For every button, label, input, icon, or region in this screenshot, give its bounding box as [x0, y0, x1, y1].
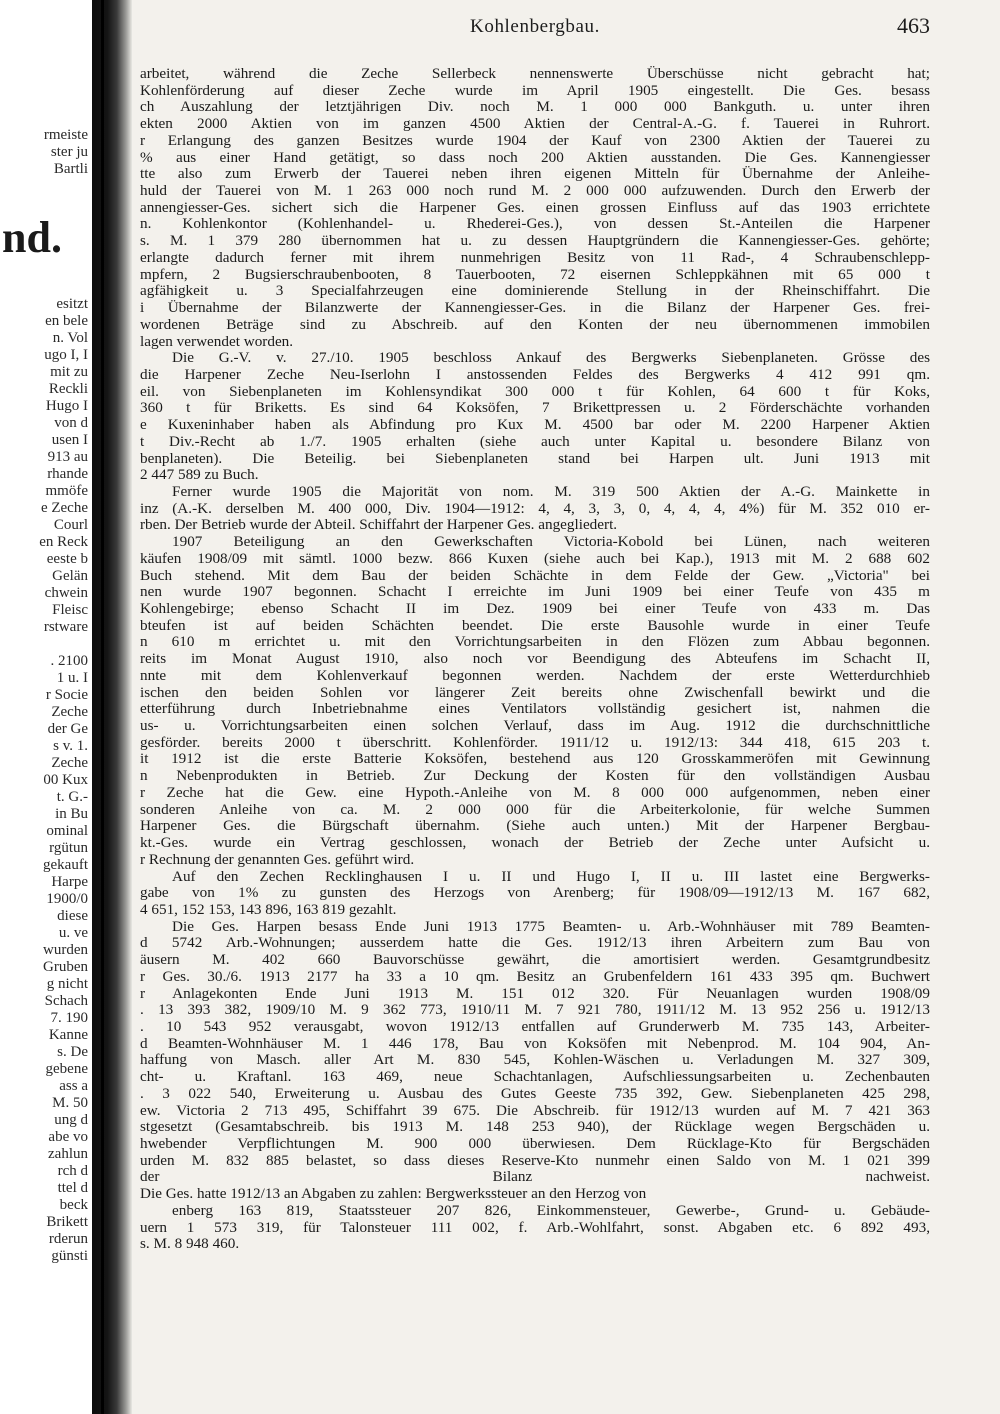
left-page-line: Gelän — [52, 568, 88, 584]
text-line: Ferner wurde 1905 die Majorität von nom. M. 319 500 Aktien der A.-G. Mainkette in — [172, 483, 930, 500]
body-text — [140, 66, 930, 1253]
text-line: n Nebenprodukten in Betrieb. Zur Deckung der Kosten für den vollständigen Ausbau — [140, 768, 930, 785]
text-line: urden M. 832 885 belastet, so dass dieses Reserve-Kto nunmehr einen Saldo von M. 1 021 399 — [140, 1152, 930, 1169]
text-line: mpfern, 2 Bugsierschraubenbooten, 8 Tauerbooten, 72 eisernen Schleppkähnen mit 65 000 t — [140, 266, 930, 283]
text-line: i Übernahme der Bilanzwerte der Kannengiesser-Ges. in die Bilanz der Harpener Ges. frei- — [140, 300, 930, 317]
text-line: Kohlengebirge; ebenso Schacht II im Dez. 1909 bei einer Teufe von 433 m. Das — [140, 601, 930, 617]
text-line: gesförder. bereits 2000 t überschritt. Kohlenförder. 1911/12 u. 1912/13: 344 418, 615 203 t. — [140, 734, 930, 751]
text-line: ch Auszahlung der letztjährigen Div. noch M. 1 000 000 Bankguth. u. unter ihren — [140, 99, 930, 116]
text-line: tte also zum Erwerb der Tauerei neben ihren eigenen Mitteln für Übernahme der Anleihe- — [140, 166, 930, 183]
left-page-line: usen I — [51, 432, 88, 448]
left-page-line: mmöfe — [45, 483, 88, 499]
left-page-line: mit zu — [50, 364, 88, 380]
left-page-line: Zeche — [51, 755, 88, 771]
text-line: 4 651, 152 153, 143 896, 163 819 gezahlt. — [140, 901, 397, 918]
page-header — [140, 13, 930, 46]
text-line: eil. von Siebenplaneten im Kohlensyndikat 300 000 t für Kohlen, 64 600 t für Koks, — [140, 383, 930, 400]
left-page-line: g nicht — [46, 976, 88, 992]
text-line: r Ges. 30./6. 1913 2177 ha 33 a 10 qm. Besitz an Grubenfeldern 161 433 395 qm. Buchwert — [140, 968, 930, 985]
left-page-line: 1900/0 — [46, 891, 88, 907]
text-line: äusern M. 402 660 Bauvorschüsse gewährt, die amortisiert werden. Gesamtgrundbesitz — [140, 952, 930, 969]
left-page-line: rstware — [43, 619, 88, 635]
left-page-line: gebene — [45, 1061, 88, 1077]
text-line: Harpener Ges. die Bürgschaft übernahm. (Siehe auch unten.) Mit der Harpener Bergbau- — [140, 818, 930, 835]
text-line: e Kuxeninhaber haben als Abfindung pro Kux M. 4500 bar oder M. 2200 Harpener Aktien — [140, 417, 930, 434]
left-page-line: M. 50 — [52, 1095, 88, 1111]
left-page-line: 913 au — [47, 449, 88, 465]
text-line: annengiesser-Ges. sichert sich die Harpener Ges. einen grossen Einfluss auf das 1903 errichtete — [140, 199, 930, 216]
left-page-line: der Ge — [47, 721, 88, 737]
text-line: lagen verwendet worden. — [140, 333, 294, 350]
text-line: nen wurde 1907 begonnen. Schacht I erreichte im Juni 1909 bei einer Teufe von 435 m — [140, 584, 930, 601]
left-page-line: u. ve — [58, 925, 88, 941]
left-page-line: Bartli — [53, 161, 88, 177]
text-line: % aus einer Hand getätigt, so dass noch 200 Aktien ausstanden. Die Ges. Kannengiesser — [140, 149, 930, 166]
text-line: die Harpener Zeche Neu-Iserlohn I anstossenden Feldes des Bergwerks 4 412 991 qm. — [140, 366, 930, 383]
left-page-line: gekauft — [43, 857, 88, 873]
text-line: stgesetzt (Gesamtabschreib. bis 1913 M. 148 253 940), der Rücklage wegen Bergschäden u. — [140, 1119, 930, 1136]
text-line: sonderen Anleihe von ca. M. 2 000 000 für die Arbeiterkolonie, für welche Summen — [140, 801, 930, 818]
left-page-line: zahlun — [48, 1146, 88, 1162]
text-line: kt.-Ges. wurde ein Vertrag geschlossen, wonach der Betrieb der Zeche unter Aufsicht u. — [140, 835, 930, 852]
text-line: arbeitet, während die Zeche Sellerbeck nennenswerte Überschüsse nicht gebracht hat; — [140, 66, 930, 82]
text-line: der Bilanz nachweist. — [140, 1169, 930, 1186]
left-page-line: Brikett — [46, 1214, 88, 1230]
text-line: us- u. Vorrichtungsarbeiten einen solchen Verlauf, dass im Aug. 1912 die durchschnittliche — [140, 718, 930, 735]
text-line: nnte mit dem Kohlenverkauf begonnen werden. Nachdem der erste Wetterdurchhieb — [140, 667, 930, 684]
text-line: ew. Victoria 2 713 495, Schiffahrt 39 675. Die Abschreib. für 1912/13 wurden auf M. 7 421 363 — [140, 1102, 930, 1119]
left-page-line: t. G.- — [56, 789, 88, 805]
left-page-line: en Reck — [39, 534, 88, 550]
text-line: Auf den Zechen Recklinghausen I u. II und Hugo I, II u. III lastet eine Bergwerks- — [172, 868, 930, 885]
text-line: erlangte dadurch ferner mit ihrem nunmehrigen Besitz von 11 Rad-, 4 Schraubenschlepp- — [140, 249, 930, 266]
text-line: enberg 163 819, Staatssteuer 207 826, Einkommensteuer, Gewerbe-, Grund- u. Gebäude- — [172, 1202, 930, 1219]
left-page-line: 00 Kux — [43, 772, 88, 788]
text-line: benplaneten). Die Beteilig. bei Siebenplaneten stand bei Harpen ult. Juni 1913 mit — [140, 450, 930, 467]
left-page-line: von d — [54, 415, 88, 431]
left-page-line: e Zeche — [40, 500, 88, 516]
text-line: inz (A.-K. derselben M. 400 000, Div. 1904—1912: 4, 4, 3, 3, 0, 4, 4, 4, 4%) für M. 352 010 er- — [140, 500, 930, 517]
left-page-line: rmeiste — [43, 127, 88, 143]
gutter-edge — [101, 0, 104, 1414]
book-gutter — [92, 0, 132, 1414]
left-page-line: Courl — [53, 517, 88, 533]
text-line: r Rechnung der genannten Ges. geführt wird. — [140, 851, 415, 868]
text-line: ischen den beiden Sohlen vor längerer Zeit bereits ohne Zwischenfall bewirkt und die — [140, 684, 930, 701]
left-page-line: ttel d — [57, 1180, 88, 1196]
text-line: n 610 m errichtet u. mit den Vorrichtungsarbeiten in den Flözen zum Abbau begonnen. — [140, 634, 930, 651]
left-page-line: eeste b — [46, 551, 88, 567]
text-line: . 3 022 540, Erweiterung u. Ausbau des Gutes Geeste 735 392, Gew. Siebenplaneten 425 298, — [140, 1085, 930, 1102]
text-line: it 1912 ist die erste Batterie Koksöfen, bestehend aus 120 Grosskammeröfen mit Gewinnung — [140, 751, 930, 768]
text-line: 360 t für Briketts. Es sind 64 Koksöfen, 7 Brikettpressen u. 2 Förderschächte vorhanden — [140, 400, 930, 417]
text-line: r Erlangung des ganzen Besitzes wurde 1904 der Kauf von 2300 Aktien der Tauerei zu — [140, 132, 930, 149]
text-line: Die Ges. Harpen besass Ende Juni 1913 1775 Beamten- u. Arb.-Wohnhäuser mit 789 Beamten- — [172, 918, 930, 935]
left-page-line: wurden — [43, 942, 88, 958]
text-line: d Beamten-Wohnhäuser M. 1 446 178, Bau von Koksöfen mit Nebenprod. M. 104 904, An- — [140, 1035, 930, 1052]
left-page-line: n. Vol — [52, 330, 88, 346]
left-page-heading: nd. — [2, 213, 62, 262]
left-page-line: Reckli — [48, 381, 88, 397]
text-line: bteufen ist auf beiden Schächten beendet. Die erste Bausohle wurde in einer Teufe — [140, 617, 930, 634]
text-line: käufen 1908/09 mit sämtl. 1000 bezw. 866 Kuxen (siehe auch bei Kap.), 1913 mit M. 2 688 602 — [140, 550, 930, 567]
text-line: Die Ges. hatte 1912/13 an Abgaben zu zahlen: Bergwerkssteuer an den Herzog von — [140, 1186, 647, 1203]
left-page-fragment — [0, 0, 92, 1414]
left-page-line: beck — [59, 1197, 88, 1213]
left-page-line: chwein — [44, 585, 88, 601]
left-page-line: ster ju — [50, 144, 88, 160]
left-page-line: r Socie — [45, 687, 88, 703]
left-page-line: 7. 190 — [50, 1010, 88, 1026]
page-number: 463 — [897, 13, 930, 38]
text-line: . 10 543 952 verausgabt, wovon 1912/13 entfallen auf Grunderwerb M. 735 143, Arbeiter- — [140, 1018, 930, 1035]
left-page-line: ugo I, I — [44, 347, 88, 363]
text-line: r Zeche hat die Gew. eine Hypoth.-Anleihe von M. 8 000 000 aufgenommen, neben einer — [140, 784, 930, 801]
left-page-line: Gruben — [43, 959, 88, 975]
left-page-line: rch d — [57, 1163, 88, 1179]
text-line: reits im Monat August 1910, also noch vor Beendigung des Abteufens im Schacht II, — [140, 651, 930, 668]
text-line: etterführung durch Inbetriebnahme eines Ventilators vollständig gesichert ist, nahmen die — [140, 701, 930, 718]
text-line: huld der Tauerei von M. 1 263 000 noch rund M. 2 000 000 aufzuwenden. Durch den Erwerb der — [140, 183, 930, 200]
text-line: r Anlagekonten Ende Juni 1913 M. 151 012 320. Für Neuanlagen wurden 1908/09 — [140, 985, 930, 1002]
text-line: 1907 Beteiligung an den Gewerkschaften Victoria-Kobold bei Lünen, nach weiteren — [172, 534, 930, 551]
left-page-line: rhande — [47, 466, 88, 482]
left-page-line: rderun — [48, 1231, 88, 1247]
text-line: gabe von 1% zu gunsten des Herzogs von Arenberg; für 1908/09—1912/13 M. 167 682, — [140, 885, 930, 902]
text-line: rben. Der Betrieb wurde der Abteil. Schiffahrt der Harpener Ges. angegliedert. — [140, 517, 618, 534]
text-line: cht- u. Kraftanl. 163 469, neue Schachtanlagen, Aufschliessungsarbeiten u. Zechenbauten — [140, 1069, 930, 1086]
left-page-line: . 2100 — [50, 653, 88, 669]
text-line: d 5742 Arb.-Wohnungen; ausserdem hatte die Ges. 1912/13 ihren Arbeitern zum Bau von — [140, 935, 930, 952]
left-page-line: rgütun — [49, 840, 88, 856]
left-page-line: s v. 1. — [53, 738, 88, 754]
left-page-line: ass a — [59, 1078, 88, 1094]
text-line: . 13 393 382, 1909/10 M. 9 362 773, 1910/11 M. 7 921 780, 1911/12 M. 13 952 256 u. 1912/13 — [140, 1002, 930, 1019]
left-page-line: s. De — [57, 1044, 88, 1060]
left-page-line: Fleisc — [52, 602, 88, 618]
text-line: hwebender Verpflichtungen M. 900 000 überwiesen. Dem Rücklage-Kto für Bergschäden — [140, 1136, 930, 1152]
text-line: n. Kohlenkontor (Kohlenhandel- u. Rhederei-Ges.), von dessen St.-Anteilen die Harpener — [140, 216, 930, 233]
text-line: agfähigkeit u. 3 Specialfahrzeugen eine dominierende Stellung in der Rheinschiffahrt. Die — [140, 283, 930, 300]
left-page-line: diese — [57, 908, 88, 924]
left-page-line: Hugo I — [45, 398, 88, 414]
left-page-line: günsti — [51, 1248, 88, 1264]
text-line: wordenen Beträge sind zu Abschreib. auf den Konten der neu übernommenen immobilen — [140, 316, 930, 333]
text-line: uern 1 573 319, für Talonsteuer 111 002, f. Arb.-Wohlfahrt, sonst. Abgaben etc. 6 892 493, — [140, 1219, 930, 1236]
running-title: Kohlenbergbau. — [470, 16, 600, 37]
text-line: s. M. 8 948 460. — [140, 1236, 240, 1253]
text-line: Buch stehend. Mit dem Bau der beiden Schächte in dem Felde der Gew. „Victoria" bei — [140, 567, 930, 584]
left-page-line: Harpe — [51, 874, 88, 890]
text-line: haffung von Masch. aller Art M. 830 545, Kohlen-Wäschen u. Verladungen M. 327 309, — [140, 1052, 930, 1069]
text-line: t Div.-Recht ab 1./7. 1905 erhalten (siehe auch unter Kapital u. besondere Bilanz von — [140, 433, 930, 450]
left-page-line: 1 u. I — [56, 670, 88, 686]
text-line: Die G.-V. v. 27./10. 1905 beschloss Ankauf des Bergwerks Siebenplaneten. Grösse des — [172, 350, 930, 367]
left-page-line: Schach — [44, 993, 88, 1009]
left-page-line: Zeche — [51, 704, 88, 720]
left-page-line: en bele — [45, 313, 88, 329]
text-line: s. M. 1 379 280 übernommen hat u. zu dessen Hauptgründern die Kannengiesser-Ges. gehörte; — [140, 233, 930, 250]
left-page-line: Kanne — [48, 1027, 88, 1043]
text-line: 2 447 589 zu Buch. — [140, 467, 259, 484]
left-page-line: ung d — [54, 1112, 88, 1128]
left-page-line: abe vo — [48, 1129, 88, 1145]
text-line: Kohlenförderung auf dieser Zeche wurde im April 1905 eingestellt. Die Ges. besass — [140, 82, 930, 99]
left-page-line: in Bu — [55, 806, 88, 822]
left-page-line: ominal — [46, 823, 88, 839]
left-page-line: esitzt — [56, 296, 88, 312]
text-line: ekten 2000 Aktien von im ganzen 4500 Aktien der Central-A.-G. f. Tauerei in Ruhrort. — [140, 116, 930, 133]
